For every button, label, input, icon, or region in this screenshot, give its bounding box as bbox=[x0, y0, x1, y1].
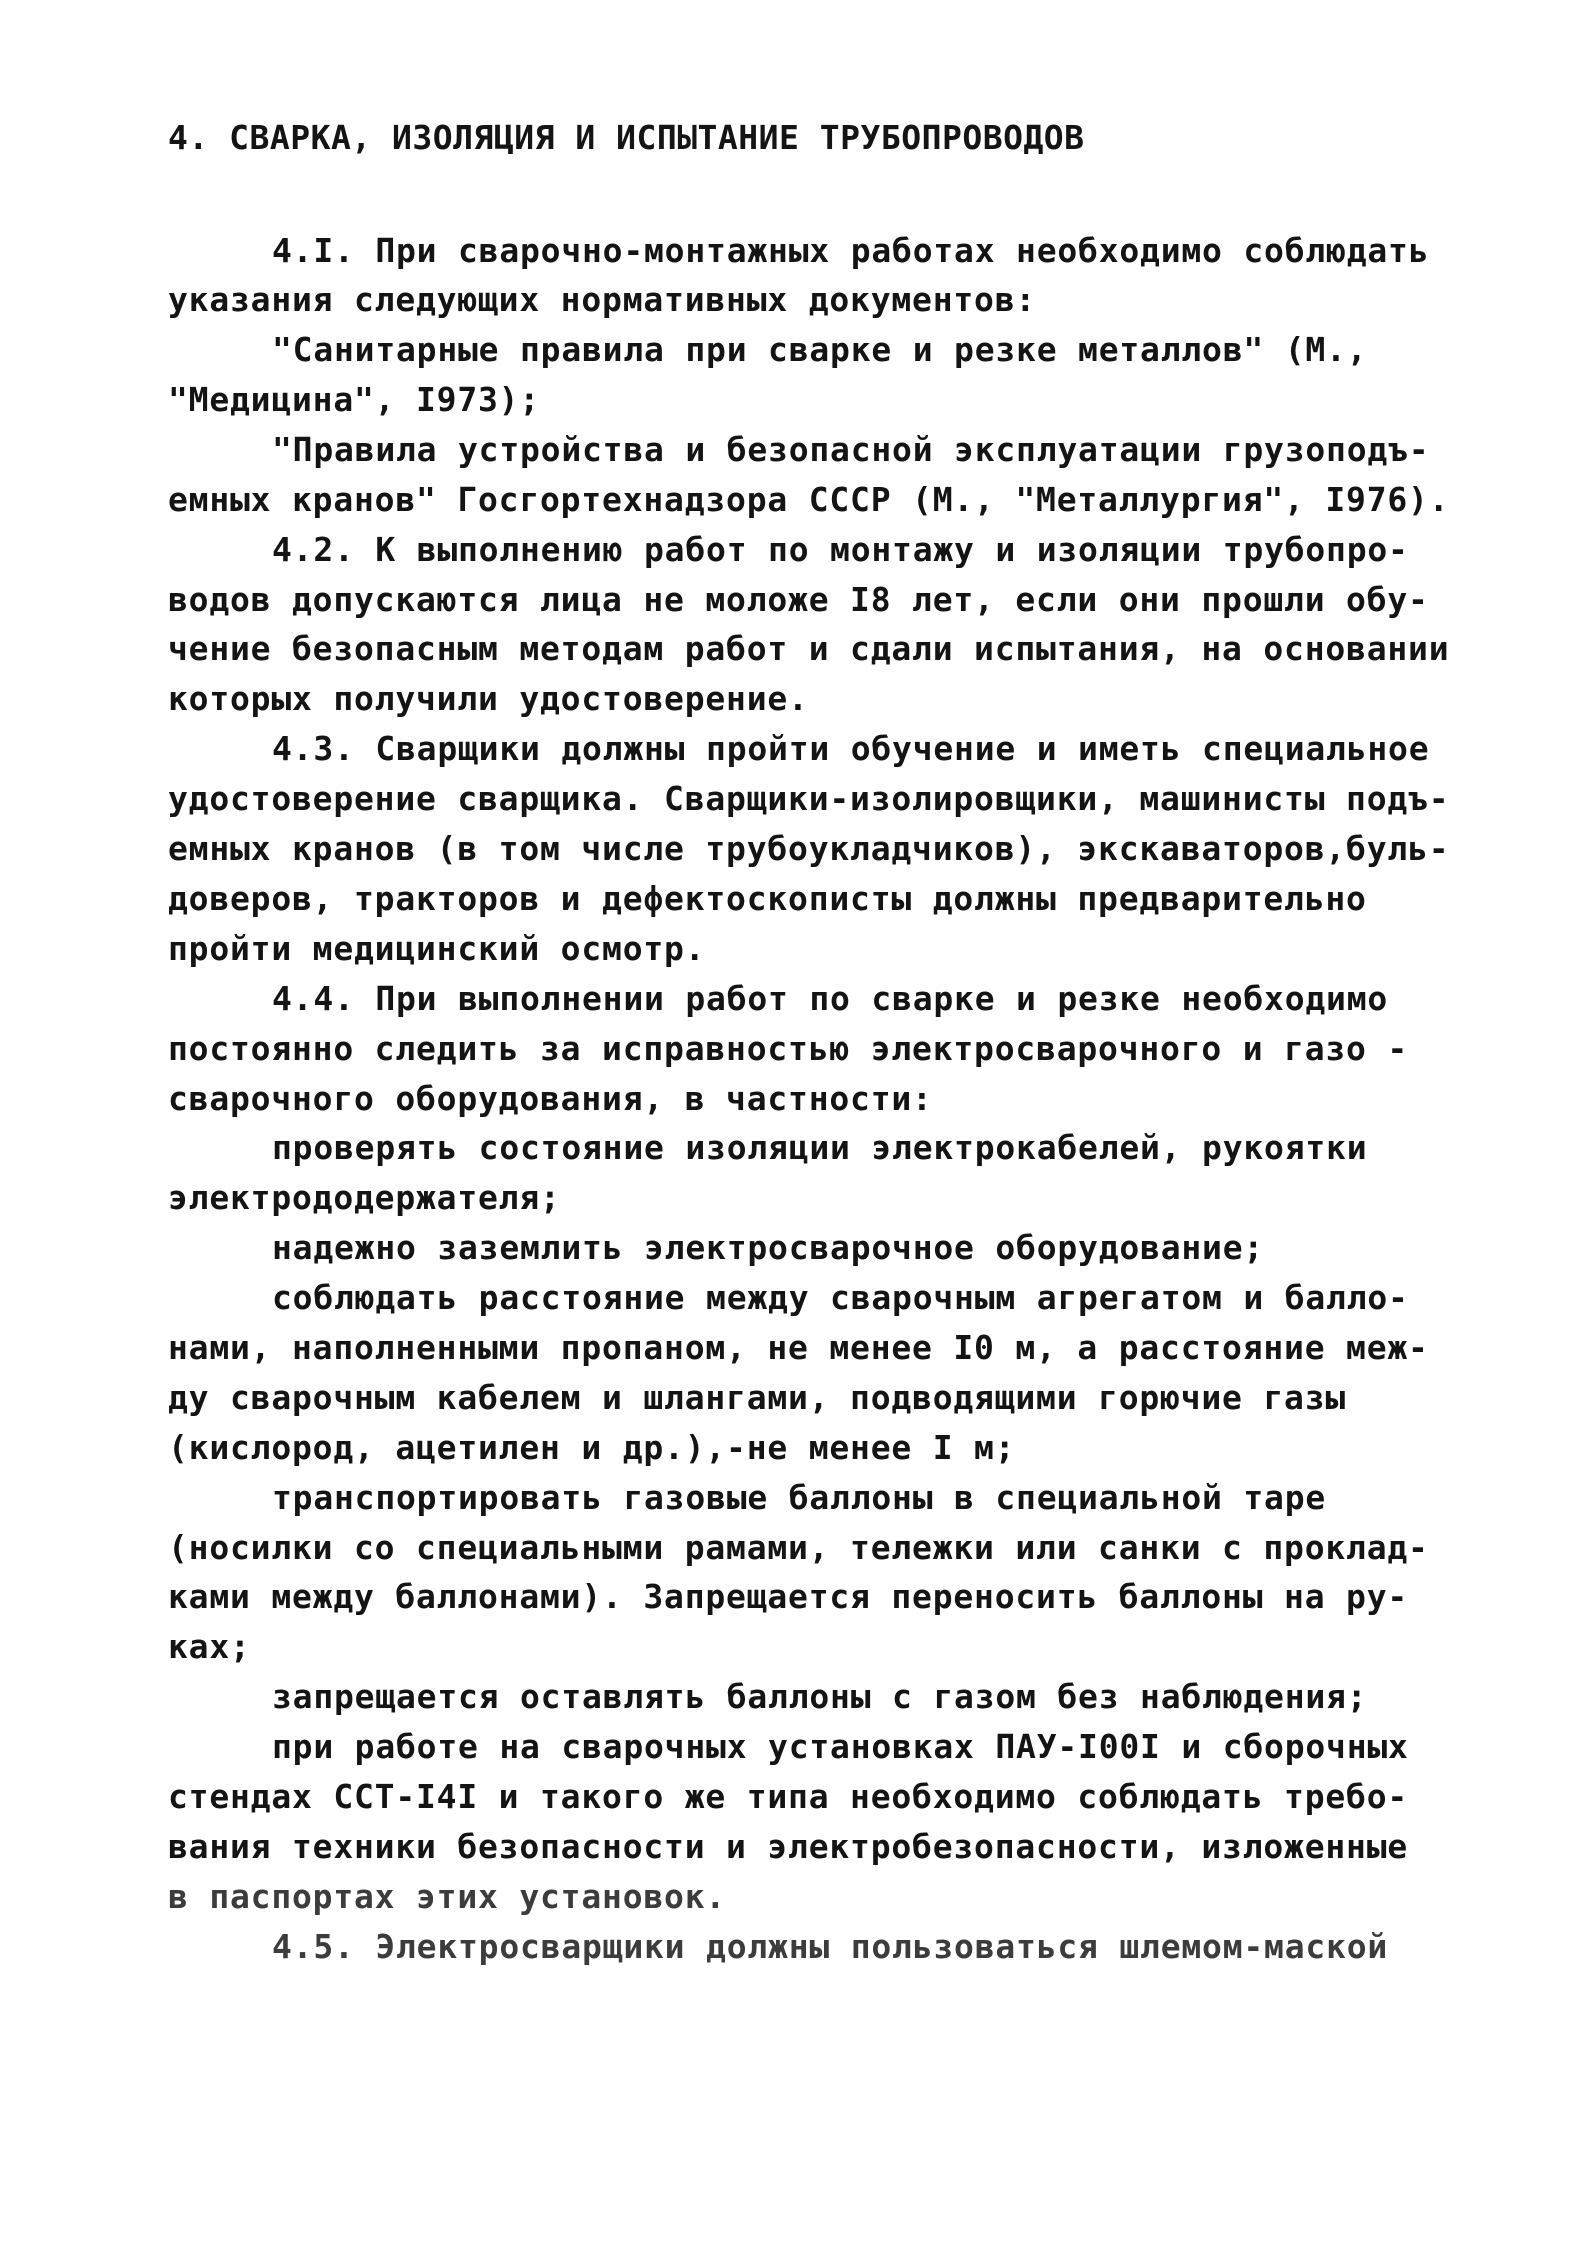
text-line: ками между баллонами). Запрещается переносить баллоны на ру- bbox=[168, 1577, 1409, 1616]
text-line: нами, наполненными пропаном, не менее I0 м, а расстояние меж- bbox=[168, 1328, 1429, 1367]
text-line: "Санитарные правила при сварке и резке металлов" (М., bbox=[272, 330, 1368, 369]
text-line: 4.4. При выполнении работ по сварке и резке необходимо bbox=[272, 979, 1389, 1018]
text-line: соблюдать расстояние между сварочным агрегатом и балло- bbox=[272, 1278, 1409, 1317]
text-line: доверов, тракторов и дефектоскописты должны предварительно bbox=[168, 879, 1367, 918]
text-line: стендах ССТ-I4I и такого же типа необходимо соблюдать требо- bbox=[168, 1777, 1409, 1816]
text-line: чение безопасным методам работ и сдали испытания, на основании bbox=[168, 629, 1450, 668]
text-line: 4.5. Электросварщики должны пользоваться шлемом-маской bbox=[272, 1927, 1389, 1966]
text-line: вания техники безопасности и электробезопасности, изложенные bbox=[168, 1827, 1409, 1866]
text-line: которых получили удостоверение. bbox=[168, 679, 809, 718]
text-line: сварочного оборудования, в частности: bbox=[168, 1079, 933, 1118]
text-line: емных кранов (в том числе трубоукладчиков), экскаваторов,буль- bbox=[168, 829, 1450, 868]
text-line: (кислород, ацетилен и др.),-не менее I м; bbox=[168, 1428, 1016, 1467]
text-line: 4.I. При сварочно-монтажных работах необходимо соблюдать bbox=[272, 231, 1430, 270]
text-line: при работе на сварочных установках ПАУ-I00I и сборочных bbox=[272, 1727, 1409, 1766]
text-line: указания следующих нормативных документов: bbox=[168, 280, 1037, 319]
text-line: удостоверение сварщика. Сварщики-изолировщики, машинисты подъ- bbox=[168, 779, 1450, 818]
text-line: водов допускаются лица не моложе I8 лет, если они прошли обу- bbox=[168, 580, 1429, 619]
text-line: емных кранов" Госгортехнадзора СССР (М., "Металлургия", I976). bbox=[168, 480, 1450, 519]
text-line: надежно заземлить электросварочное оборудование; bbox=[272, 1228, 1265, 1267]
text-line: постоянно следить за исправностью электросварочного и газо - bbox=[168, 1029, 1409, 1068]
text-line: проверять состояние изоляции электрокабелей, рукоятки bbox=[272, 1128, 1368, 1167]
text-line: транспортировать газовые баллоны в специальной таре bbox=[272, 1478, 1327, 1517]
text-line: 4.2. К выполнению работ по монтажу и изоляции трубопро- bbox=[272, 530, 1409, 569]
text-line: в паспортах этих установок. bbox=[168, 1877, 727, 1916]
text-line: (носилки со специальными рамами, тележки или санки с проклад- bbox=[168, 1528, 1429, 1567]
text-line: запрещается оставлять баллоны с газом без наблюдения; bbox=[272, 1677, 1368, 1716]
text-line: электрододержателя; bbox=[168, 1178, 561, 1217]
text-line: ду сварочным кабелем и шлангами, подводящими горючие газы bbox=[168, 1378, 1347, 1417]
text-line: "Медицина", I973); bbox=[168, 380, 541, 419]
text-line: "Правила устройства и безопасной эксплуатации грузоподъ- bbox=[272, 430, 1430, 469]
section-heading: 4. СВАРКА, ИЗОЛЯЦИЯ И ИСПЫТАНИЕ ТРУБОПРОВОДОВ bbox=[168, 118, 1085, 157]
text-line: 4.3. Сварщики должны пройти обучение и иметь специальное bbox=[272, 729, 1430, 768]
text-line: пройти медицинский осмотр. bbox=[168, 929, 706, 968]
text-line: ках; bbox=[168, 1627, 251, 1666]
